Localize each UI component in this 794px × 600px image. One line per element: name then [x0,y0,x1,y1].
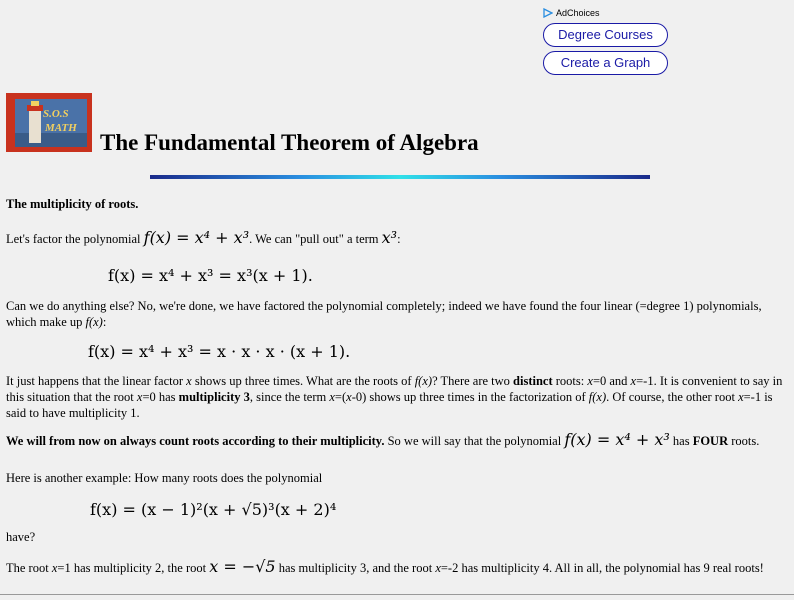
paragraph-factor: Let's factor the polynomial f(x) = x⁴ + x³. We can "pull out" a term x³: [6,228,401,247]
bottom-divider [0,594,794,595]
page-title: The Fundamental Theorem of Algebra [100,130,479,155]
paragraph-example: Here is another example: How many roots does the polynomial [6,471,323,485]
paragraph-count: We will from now on always count roots according to their multiplicity. So we will say that the polynomial f(x) = x⁴ + x³ has FOUR roots. [6,430,760,449]
equation-2: f(x) = x⁴ + x³ = x · x · x · (x + 1). [88,342,351,361]
adchoices-label: AdChoices [556,8,600,18]
inline-formula-2: f(x) = x⁴ + x³ [564,430,670,449]
paragraph-have: have? [6,530,36,544]
lighthouse-icon [15,99,87,147]
create-graph-button[interactable]: Create a Graph [543,51,668,75]
logo-image [15,99,87,147]
inline-formula: f(x) = x⁴ + x³ [143,228,250,247]
svg-text:MATH: MATH [45,122,77,134]
ad-block [543,6,668,75]
equation-1: f(x) = x⁴ + x³ = x³(x + 1). [108,266,313,285]
inline-term: x³ [381,228,398,247]
adchoices-link[interactable] [543,6,668,20]
paragraph-result: The root x=1 has multiplicity 2, the root x = −√5 has multiplicity 3, and the root x=-2 has multiplicity 4. All in all, the polynomial has 9 real roots! [6,557,764,576]
equation-3: f(x) = (x − 1)²(x + √5)³(x + 2)⁴ [90,500,337,519]
inline-formula-3: x = −√5 [209,557,276,576]
degree-courses-button[interactable]: Degree Courses [543,23,668,47]
section-heading: The multiplicity of roots. [6,197,139,211]
title-rule [150,175,650,179]
svg-text:S.O.S: S.O.S [43,108,69,120]
paragraph-multiplicity: It just happens that the linear factor x shows up three times. What are the roots of f(x)? There are two distinct roots: x=0 and x=-1. It is convenient to say in this situation that the root x=0 has multiplicity 3, since the term x=(x-0) shows up three times in the factorization of f(x). Of course, the other root x=-1 is said to have multiplicity 1. [6,374,783,420]
adchoices-icon [543,8,553,18]
sos-math-logo[interactable] [6,93,92,152]
paragraph-factored: Can we do anything else? No, we're done, we have factored the polynomial completely; indeed we have found the four linear (=degree 1) polynomials, which make up f(x): [6,299,762,329]
